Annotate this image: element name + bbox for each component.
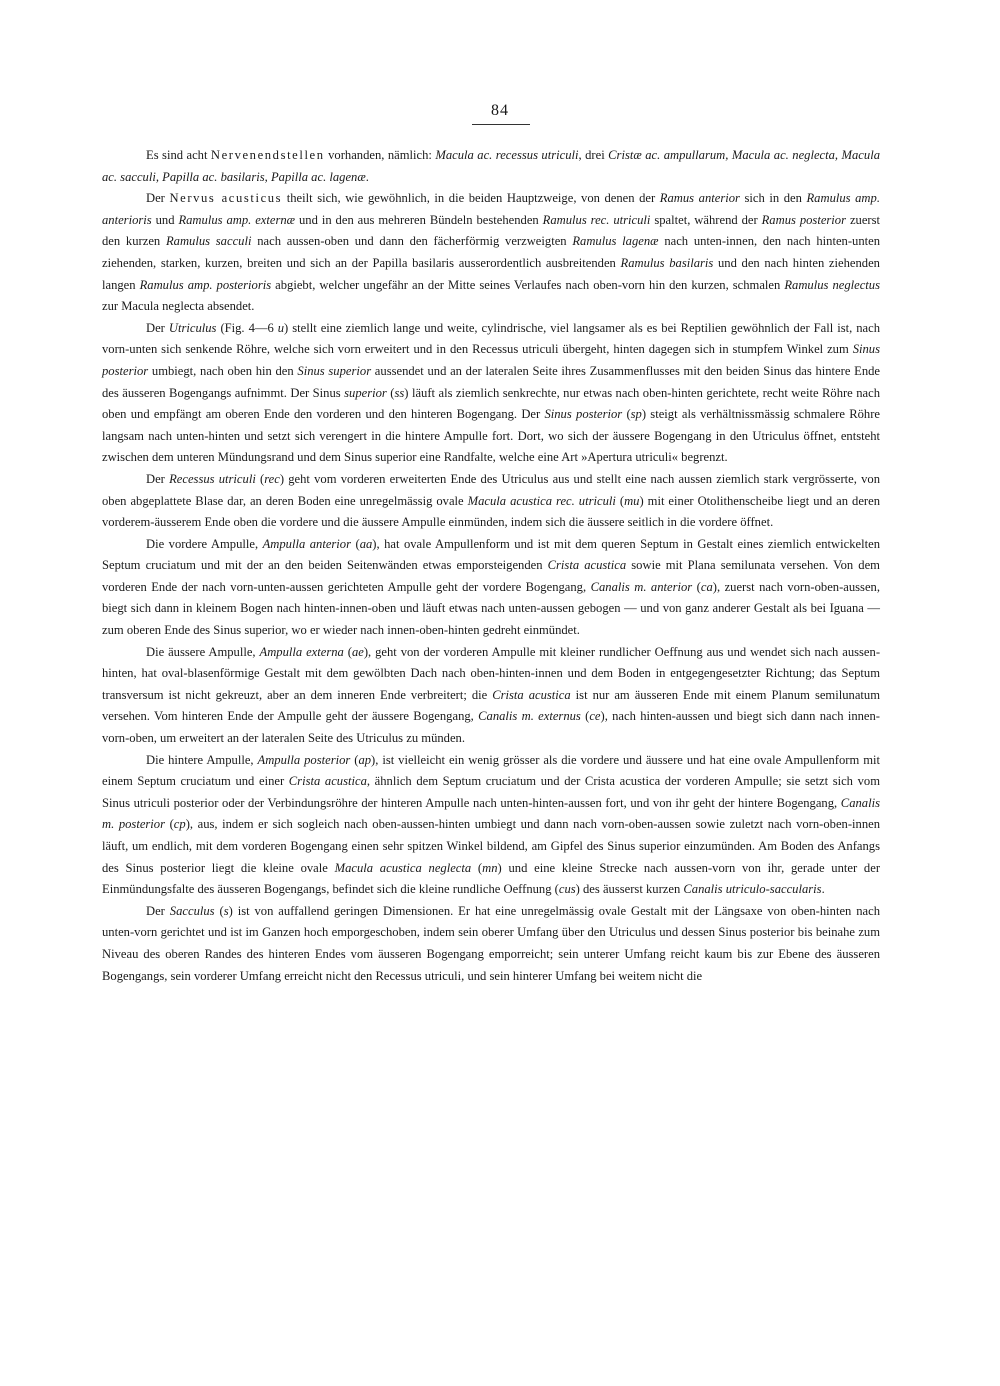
- italic-term: Canalis m. anterior: [590, 579, 693, 594]
- page-number: 84: [491, 102, 509, 119]
- text-run: abgiebt, welcher ungefähr an der Mitte seines Verlaufes nach oben-vorn hin den kurzen, schmalen: [271, 277, 785, 292]
- italic-term: u: [277, 320, 285, 335]
- italic-term: ca: [700, 579, 713, 594]
- text-run: , drei: [578, 148, 609, 162]
- text-run: zuerst den kurzen: [102, 212, 881, 249]
- text-run: (: [615, 493, 625, 508]
- italic-term: Cristæ ac. ampullarum, Macula ac. neglecta, Macula ac. sacculi, Papilla ac. basilaris, Papilla ac. lagenæ: [102, 148, 880, 184]
- italic-term: Ramulus sacculi: [165, 234, 252, 249]
- page-number-rule: [472, 124, 530, 125]
- italic-term: Ramulus amp. posterioris: [139, 277, 272, 292]
- italic-term: Ramulus basilaris: [620, 255, 714, 270]
- italic-term: cp: [173, 817, 186, 832]
- text-run: zur Macula neglecta absendet.: [102, 299, 255, 314]
- italic-term: Ramulus amp. externæ: [178, 212, 296, 227]
- italic-term: ce: [589, 709, 601, 724]
- text-run: Die hintere Ampulle,: [146, 752, 258, 767]
- text-run: (Fig. 4—6: [216, 320, 278, 335]
- italic-term: Canalis m. externus: [478, 709, 581, 724]
- italic-term: ae: [351, 644, 364, 659]
- text-run: (: [343, 644, 352, 659]
- text-run: nach unten-innen, den nach hinten-unten ziehenden, starken, kurzen, breiten und sich an der Papilla basilaris ausserordentlich ausbreitenden: [102, 234, 881, 270]
- paragraph: [102, 469, 880, 534]
- text-run: sich in den: [739, 191, 807, 206]
- text-run: umbiegt, nach oben hin den: [148, 363, 298, 378]
- text-run: Der: [146, 191, 170, 206]
- text-run: (: [471, 860, 483, 875]
- italic-term: Ramulus neglectus: [784, 277, 880, 292]
- text-run: ist nur am äusseren Ende mit einem Planum semilunatum versehen. Vom hinteren Ende der Ampulle geht der äussere Bogengang,: [102, 687, 880, 724]
- italic-term: Ramulus lagenæ: [572, 234, 659, 249]
- text-run: ), aus, indem er sich sogleich nach oben-aussen-hinten umbiegt und dann nach vorn-oben-aussen sowie zuletzt nach vorn-oben-innen läuft, um endlich, mit dem vorderen Bogengang einen sehr spitzen Winkel bildend, am Gipfel des Sinus superior einzumünden. Am Boden des Anfangs des Sinus posterior liegt die kleine ovale: [102, 817, 881, 875]
- paragraph: [102, 642, 880, 750]
- text-run: ) läuft als ziemlich senkrechte, nur etwas nach oben-hinten gerichtete, recht weite Röhre nach oben und empfängt am oberen Ende den vorderen und den hinteren Bogengang. Der: [102, 385, 881, 422]
- italic-term: Sacculus: [169, 903, 215, 918]
- italic-term: sp: [630, 407, 642, 422]
- italic-term: Ramus posterior: [761, 212, 847, 227]
- text-run: ) steigt als verhältnissmässig schmalere Röhre langsam nach unten-hinten und setzt sich verengert in die hintere Ampulle fort. Dort, wo sich der äussere Bogengang in den Utriculus öffnet, entsteht zwischen dem unteren Mündungsrand und dem Sinus superior eine Randfalte, welche eine Art »Apertura utriculi« begrenzt.: [102, 407, 880, 465]
- paragraph: [102, 750, 880, 901]
- spaced-term: Nervenendstellen: [210, 148, 325, 162]
- text-run: Der: [146, 471, 170, 486]
- text-run: ) stellt eine ziemlich lange und weite, cylindrische, viel langsamer als es bei Reptilien gewöhnlich der Fall ist, nach vorn-unten sich senkende Röhre, welche sich vorn erweitert und in den Recessus utriculi übergeht, hinten dagegen sich in stumpfem Winkel zum: [102, 320, 881, 357]
- text-run: .: [365, 169, 369, 184]
- text-run: spaltet, während der: [650, 212, 762, 227]
- text-run: Es sind acht: [146, 148, 211, 162]
- text-run: (: [622, 407, 631, 422]
- text-run: ), zuerst nach vorn-oben-aussen, biegt sich dann in kleinem Bogen nach hinten-innen-oben und läuft etwas nach unten-aussen gebogen — und von ganz anderer Gestalt als bei Iguana — zum oberen Ende des Sinus superior, wo er wieder nach innen-oben-hinten gedreht einmündet.: [102, 579, 880, 638]
- text-run: .: [821, 882, 825, 897]
- italic-term: Ramulus rec. utriculi: [542, 212, 651, 227]
- italic-term: superior: [344, 385, 387, 400]
- italic-term: Macula acustica neglecta: [334, 860, 472, 875]
- text-run: aussendet und an der lateralen Seite ihres Zusammenflusses mit den beiden Sinus das hintere Ende des äusseren Bogengangs aufnimmt. Der Sinus: [102, 363, 880, 400]
- italic-term: Macula acustica rec. utriculi: [467, 493, 616, 508]
- text-run: ) und eine kleine Strecke nach aussen-vorn von ihr, gerade unter der Einmündungsfalte des äusseren Bogengangs, befindet sich die kleine rundliche Oeffnung (: [102, 860, 881, 897]
- italic-term: s: [223, 903, 229, 918]
- text-run: (: [351, 536, 360, 551]
- text-run: ) mit einer Otolithenscheibe liegt und an deren vorderem-äusserem Ende oben die vordere und die äussere Ampulle einmünden, indem sich die äussere seitlich in die vordere öffnet.: [102, 493, 880, 530]
- italic-term: cus: [558, 882, 576, 897]
- text-run: , ähnlich dem Septum cruciatum und der Crista acustica der vorderen Ampulle; sie setzt sich vom Sinus utriculi posterior oder der Verbindungsröhre der hinteren Ampulle nach unten-hinten-aussen fort, und von ihr geht der hintere Bogengang,: [102, 774, 880, 810]
- italic-term: mu: [624, 493, 640, 508]
- text-run: ), hat ovale Ampullenform und ist mit dem queren Septum in Gestalt eines ziemlich entwickelten Septum cruciatum und mit der an den beiden Seitenwänden etwas emporsteigenden: [102, 536, 881, 573]
- paragraph: [102, 901, 880, 987]
- text-run: (: [165, 817, 174, 832]
- text-run: (: [255, 471, 265, 486]
- italic-term: ss: [394, 385, 405, 400]
- italic-term: Recessus utriculi: [169, 471, 256, 486]
- text-run: und: [151, 212, 179, 227]
- italic-term: Crista acustica: [492, 687, 571, 702]
- italic-term: rec: [264, 471, 280, 486]
- italic-term: Canalis m. posterior: [102, 795, 880, 832]
- paragraph: [102, 534, 880, 642]
- text-run: ) ist von auffallend geringen Dimensionen. Er hat eine unregelmässig ovale Gestalt mit der Längsaxe von oben-hinten nach unten-vorn gerichtet und ist im Ganzen hoch emporgeschoben, indem sein oberer Umfang über den Utriculus und dessen Sinus posterior bis beinahe zum Niveau des oberen Randes des hinteren Endes vom äusseren Bogengang emporreicht; sein unterer Umfang reicht kaum bis zur Ebene des äusseren Bogengangs, sein vorderer Umfang erreicht nicht den Recessus utriculi, und sein hinterer Umfang bei weitem nicht die: [102, 903, 881, 983]
- text-run: Der: [146, 903, 170, 918]
- text-run: nach aussen-oben und dann den fächerförmig verzweigten: [251, 234, 573, 249]
- text-run: ), ist vielleicht ein wenig grösser als die vordere und äussere und hat eine ovale Ampullenform mit einem Septum cruciatum und einer: [102, 752, 880, 789]
- text-run: und den nach hinten ziehenden langen: [102, 255, 880, 292]
- text-run: Die vordere Ampulle,: [146, 536, 263, 551]
- italic-term: Sinus posterior: [102, 342, 880, 378]
- text-run: ), geht von der vorderen Ampulle mit kleiner rundlicher Oeffnung aus und wendet sich nach aussen-hinten, hat oval-blasenförmige Gestalt mit dem gewölbten Dach nach oben-hinten-innen und dem Boden in entgegengesetzter Richtung; das Septum transversum ist nicht gekreuzt, aber an dem inneren Ende verbreitert; die: [102, 644, 881, 702]
- text-run: (: [214, 903, 224, 918]
- italic-term: ap: [358, 752, 372, 767]
- italic-term: Sinus posterior: [544, 407, 623, 422]
- spaced-term: Nervus acusticus: [169, 191, 283, 206]
- italic-term: Ampulla externa: [259, 644, 344, 659]
- text-run: Die äussere Ampulle,: [146, 644, 260, 659]
- text-run: ), nach hinten-aussen und biegt sich dann nach innen-vorn-oben, um erweitert an der lateralen Seite des Utriculus zu münden.: [102, 709, 881, 746]
- italic-term: aa: [359, 536, 373, 551]
- paragraph: [102, 188, 880, 318]
- text-run: theilt sich, wie gewöhnlich, in die beiden Hauptzweige, von denen der: [282, 191, 660, 206]
- italic-term: Ampulla anterior: [262, 536, 352, 551]
- text-run: Der: [146, 320, 169, 335]
- text-run: ) des äusserst kurzen: [575, 882, 684, 897]
- italic-term: Ramulus amp. anterioris: [102, 191, 880, 227]
- text-run: (: [386, 385, 395, 400]
- text-run: und in den aus mehreren Bündeln bestehenden: [295, 212, 543, 227]
- italic-term: Utriculus: [168, 320, 217, 335]
- text-run: (: [350, 752, 359, 767]
- text-run: ) geht vom vorderen erweiterten Ende des Utriculus aus und stellt eine nach aussen ziemlich stark vergrösserte, von oben abgeplattete Blase dar, an deren Boden eine unregelmässig ovale: [102, 471, 880, 508]
- italic-term: Sinus superior: [297, 363, 372, 378]
- italic-term: Crista acustica: [288, 774, 367, 789]
- text-run: (: [580, 709, 590, 724]
- text-run: sowie mit Plana semilunata versehen. Von dem vorderen Ende der nach vorn-unten-aussen gerichteten Ampulle geht der vordere Bogengang,: [102, 558, 880, 594]
- italic-term: Ramus anterior: [659, 191, 740, 206]
- text-run: vorhanden, nämlich:: [324, 148, 436, 162]
- body-text: [102, 145, 880, 987]
- italic-term: Canalis utriculo-saccularis: [683, 882, 822, 897]
- paragraph: [102, 145, 880, 188]
- italic-term: Macula ac. recessus utriculi: [435, 148, 579, 162]
- italic-term: mn: [482, 860, 498, 875]
- text-run: (: [692, 579, 701, 594]
- italic-term: Ampulla posterior: [257, 752, 351, 767]
- italic-term: Crista acustica: [547, 558, 627, 573]
- paragraph: [102, 318, 880, 469]
